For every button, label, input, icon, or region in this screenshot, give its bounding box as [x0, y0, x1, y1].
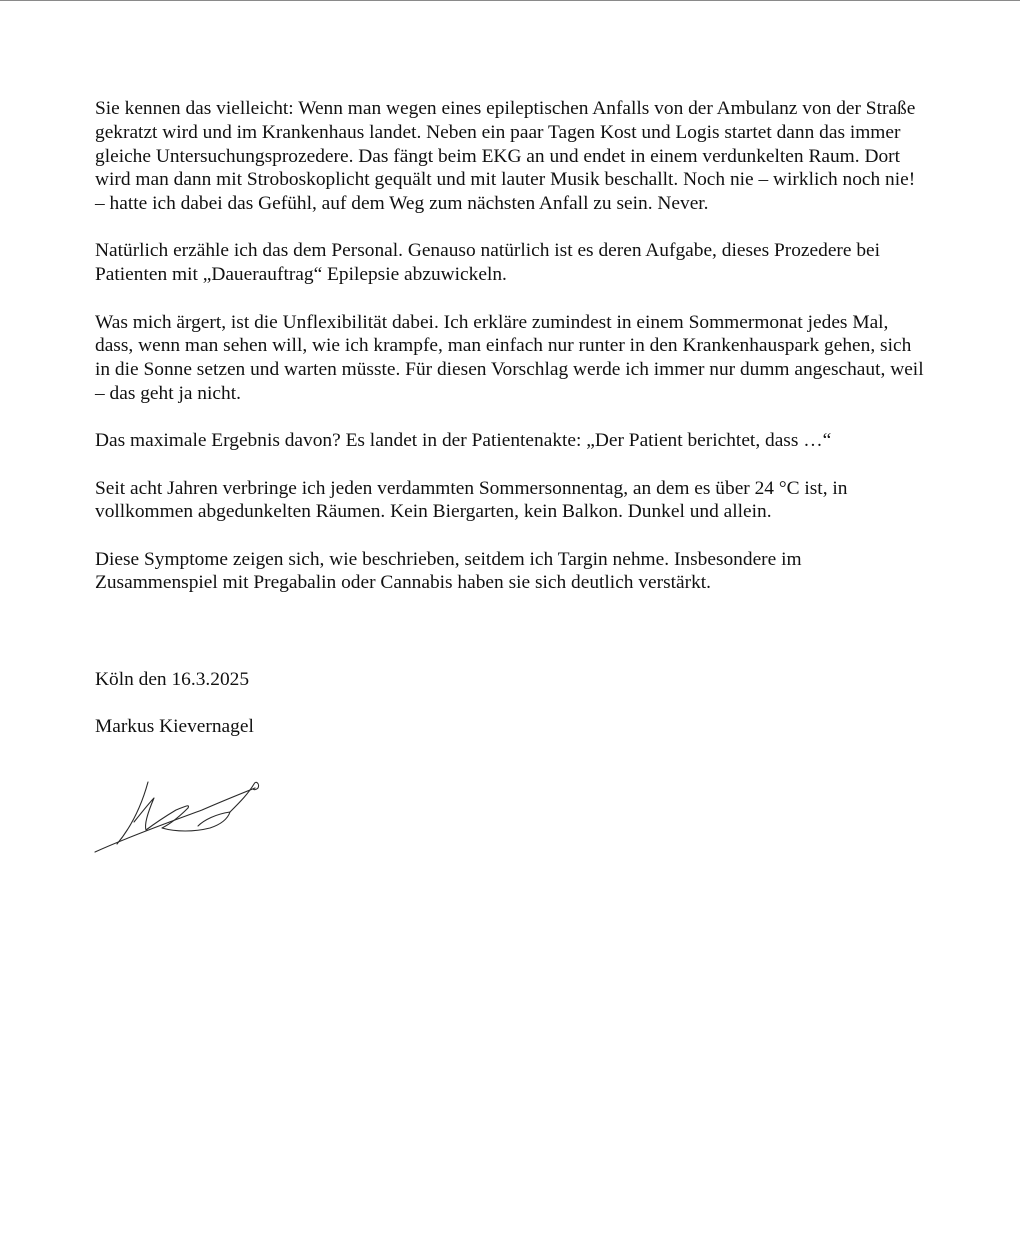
- paragraph-summer: Seit acht Jahren verbringe ich jeden verdammten Sommersonnentag, an dem es über 24 °C ist, in vollkommen abgedunkelten Räumen. Kein Biergarten, kein Balkon. Dunkel und allein.: [95, 477, 848, 523]
- paragraph-staff: Natürlich erzähle ich das dem Personal. Genauso natürlich ist es deren Aufgabe, dieses Prozedere bei Patienten mit „Dauerauftrag“ Epilepsie abzuwickeln.: [95, 240, 881, 286]
- paragraph-result: Das maximale Ergebnis davon? Es landet in der Patientenakte: „Der Patient berichtet, dass …“: [95, 430, 832, 452]
- author-name: Markus Kievernagel: [95, 716, 254, 737]
- letter-body: [95, 97, 925, 619]
- paragraph-hospital-routine: Sie kennen das vielleicht: Wenn man wegen eines epileptischen Anfalls von der Ambulanz von der Straße gekratzt wird und im Krankenhaus landet. Neben ein paar Tagen Kost und Logis startet dann das immer gleiche Untersuchungsprozedere. Das fängt beim EKG an und endet in einem verdunkelten Raum. Dort wird man dann mit Stroboskoplicht gequält und mit lauter Musik beschallt. Noch nie – wirklich noch nie! – hatte ich dabei das Gefühl, auf dem Weg zum nächsten Anfall zu sein. Never.: [95, 98, 916, 215]
- handwritten-signature: [90, 772, 270, 862]
- paragraph-inflexibility: Was mich ärgert, ist die Unflexibilität dabei. Ich erkläre zumindest in einem Sommermonat jedes Mal, dass, wenn man sehen will, wie ich krampfe, man einfach nur runter in den Krankenhauspark gehen, sich in die Sonne setzen und warten müsste. Für diesen Vorschlag werde ich immer nur dumm angeschaut, weil – das geht ja nicht.: [95, 311, 924, 404]
- page-top-border: [0, 0, 1020, 1]
- place-date: Köln den 16.3.2025: [95, 669, 250, 690]
- paragraph-symptoms: Diese Symptome zeigen sich, wie beschrieben, seitdem ich Targin nehme. Insbesondere im Zusammenspiel mit Pregabalin oder Cannabis haben sie sich deutlich verstärkt.: [95, 548, 802, 594]
